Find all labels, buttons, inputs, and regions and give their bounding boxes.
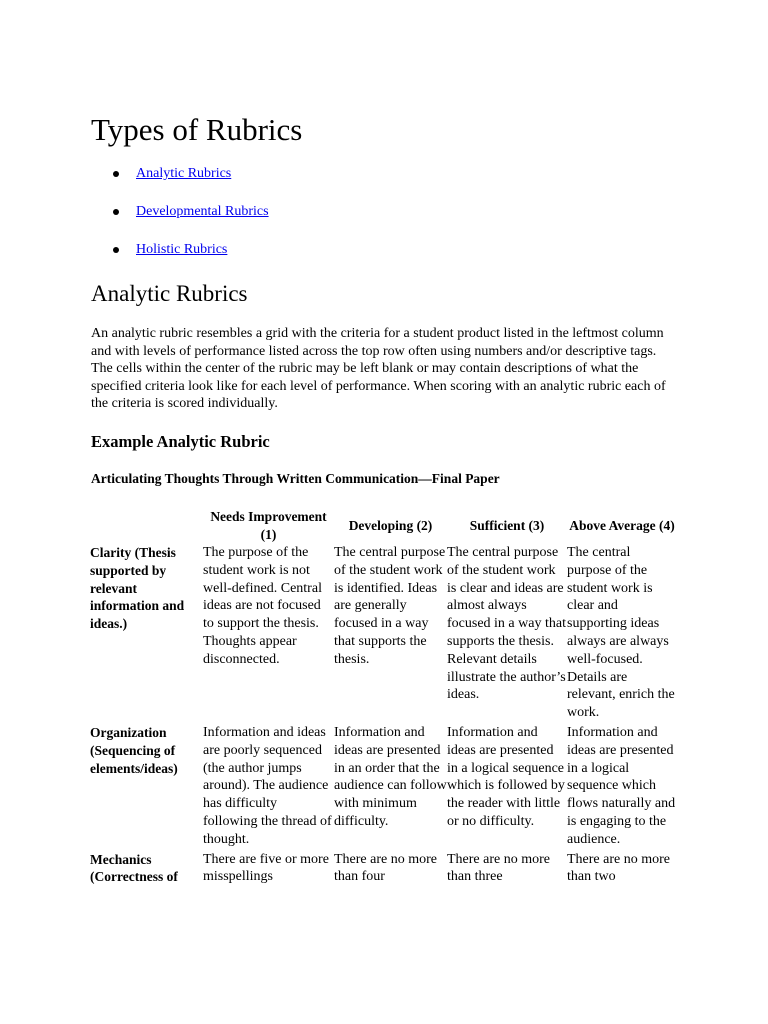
table-header-developing: Developing (2) xyxy=(348,517,433,533)
bullet-icon xyxy=(113,247,119,253)
table-cell: There are no more than three xyxy=(447,851,550,885)
table-cell: There are five or more misspellings xyxy=(203,851,329,885)
example-title: Example Analytic Rubric xyxy=(91,432,270,451)
rubric-table xyxy=(90,507,677,888)
toc-link-analytic-rubrics[interactable]: Analytic Rubrics xyxy=(136,166,232,181)
toc-item-holistic xyxy=(91,240,269,278)
table-of-contents xyxy=(91,164,269,278)
bullet-icon xyxy=(113,209,119,215)
table-header-needs-improvement: Needs Improvement (1) xyxy=(210,509,327,542)
table-cell: There are no more than two xyxy=(567,851,670,885)
section-title: Analytic Rubrics xyxy=(91,281,248,306)
table-header-corner xyxy=(90,507,203,544)
table-header-sufficient: Sufficient (3) xyxy=(469,517,545,533)
table-cell: Information and ideas are poorly sequenced (the author jumps around). The audience has difficulty following the thread of thought. xyxy=(203,724,332,847)
row-criterion-clarity: Clarity (Thesis supported by relevant information and ideas.) xyxy=(90,545,185,632)
table-cell: Information and ideas are presented in an order that the audience can follow with minimum difficulty. xyxy=(334,724,447,829)
row-criterion-organization: Organization (Sequencing of elements/ideas) xyxy=(90,724,178,776)
table-cell: The central purpose of the student work is clear and supporting ideas always are always well-focused. Details are relevant, enrich the work. xyxy=(567,545,675,721)
table-cell: Information and ideas are presented in a logical sequence which flows naturally and is engaging to the audience. xyxy=(567,724,676,847)
table-header-above-average: Above Average (4) xyxy=(569,517,675,533)
toc-item-developmental xyxy=(91,202,269,240)
row-criterion-mechanics: Mechanics (Correctness of xyxy=(90,851,178,885)
table-cell: The central purpose of the student work is identified. Ideas are generally focused in a way that supports the thesis. xyxy=(334,545,446,667)
bullet-icon xyxy=(113,171,119,177)
table-cell: The central purpose of the student work is clear and ideas are almost always focused in a way that supports the thesis. Relevant details illustrate the author’s ideas. xyxy=(447,545,566,703)
intro-paragraph: An analytic rubric resembles a grid with the criteria for a student product listed in the leftmost column and with levels of performance listed across the top row often using numbers and/or descriptive tags. The cells within the center of the rubric may be left blank or may contain descriptions of what the specified criteria look like for each level of performance. When scoring with an analytic rubric each of the criteria is scored individually. xyxy=(91,326,666,412)
table-cell: Information and ideas are presented in a logical sequence which is followed by the reader with little or no difficulty. xyxy=(447,724,565,829)
toc-link-holistic-rubrics[interactable]: Holistic Rubrics xyxy=(136,242,228,257)
toc-link-developmental-rubrics[interactable]: Developmental Rubrics xyxy=(136,204,269,219)
page-title: Types of Rubrics xyxy=(91,112,303,147)
table-cell: There are no more than four xyxy=(334,851,437,885)
toc-item-analytic xyxy=(91,164,269,202)
table-caption: Articulating Thoughts Through Written Communication—Final Paper xyxy=(91,471,500,486)
table-cell: The purpose of the student work is not well-defined. Central ideas are not focused to support the thesis. Thoughts appear disconnected. xyxy=(203,545,322,667)
